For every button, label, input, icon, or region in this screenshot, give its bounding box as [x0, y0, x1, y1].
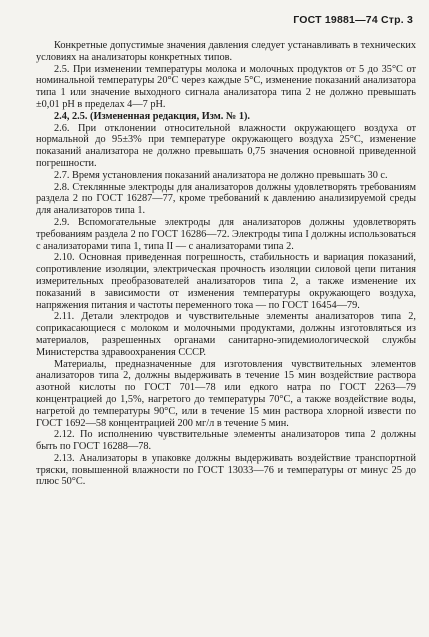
paragraph-2-8: 2.8. Стеклянные электроды для анализаторов должны удовлетворять требованиям раздела 2 по ГОСТ 16287—77, кроме требований к давлению анализируемой среды для анализаторов типа 1. [36, 181, 416, 217]
paragraph-2-7: 2.7. Время установления показаний анализатора не должно превышать 30 с. [54, 169, 388, 181]
paragraph-2-11: 2.11. Детали электродов и чувствительные элементы анализаторов типа 2, соприкасающиеся с молоком и молочными продуктами, должны изготовляться из материалов, разрешенных органами санитарно-эпидемиологической службы Министерства здравоохранения СССР. [36, 311, 416, 358]
paragraph-amendment-note: 2.4, 2.5. (Измененная редакция, Изм. № 1). [54, 110, 250, 122]
paragraph-2-10: 2.10. Основная приведенная погрешность, стабильность и вариация показаний, сопротивление изоляции, электрическая прочность изоляции силовой цепи питания измерительных преобразователей анализаторов типа 2, а также изменение их показаний в зависимости от изменения температуры окружающего воздуха, напряжения питания и частоты переменного тока — по ГОСТ 16454—79. [36, 252, 416, 311]
paragraph-pressure-note: Конкретные допустимые значения давления следует устанавливать в технических условиях на анализаторы конкретных типов. [36, 40, 416, 63]
paragraph-2-9: 2.9. Вспомогательные электроды для анализаторов должны удовлетворять требованиям раздела 2 по ГОСТ 16286—72. Электроды типа I должны использоваться с анализаторами типа 1, типа II — с анализаторами типа 2. [36, 216, 416, 252]
paragraph-2-12: 2.12. По исполнению чувствительные элементы анализаторов типа 2 должны быть по ГОСТ 16288—78. [36, 429, 416, 453]
paragraph-2-5: 2.5. При изменении температуры молока и молочных продуктов от 5 до 35°С от номинальной температуры 20°С через каждые 5°С, изменение показаний анализатора типа 1 или значение выходного сигнала анализатора типа 2 не должно превышать ±0,01 рН в пределах 4—7 рН. [36, 63, 416, 110]
paragraph-2-6: 2.6. При отклонении относительной влажности окружающего воздуха от нормальной до 95±3% при температуре окружающего воздуха 25°С, изменение показаний анализатора не должно превышать 0,75 значения основной приведенной погрешности. [36, 122, 416, 169]
document-body [36, 40, 416, 488]
paragraph-2-13: 2.13. Анализаторы в упаковке должны выдерживать воздействие транспортной тряски, повышенной влажности по ГОСТ 13033—76 и температуры от минус 25 до плюс 50°С. [36, 452, 416, 488]
paragraph-materials: Материалы, предназначенные для изготовления чувствительных элементов анализаторов типа 2, должны выдерживать в течение 15 мин воздействие раствора азотной кислоты по ГОСТ 701—78 или едкого натра по ГОСТ 2263—79 концентрацией до 1,5%, нагретого до температуры 70°С, а также воздействие воды, нагретой до температуры 90°С, или в течение 15 мин раствора хлорной извести по ГОСТ 1692—58 концентрацией 200 мг/л в течение 5 мин. [36, 358, 416, 429]
page-header: ГОСТ 19881—74 Стр. 3 [293, 14, 413, 26]
